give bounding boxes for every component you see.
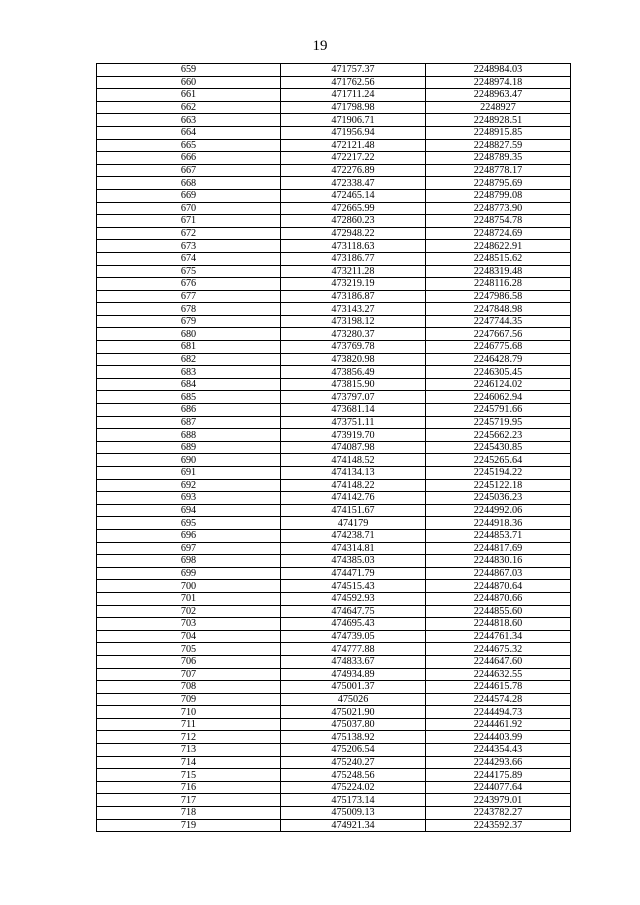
point-number-cell: 686 [97,404,281,417]
y-coordinate-cell: 2248789.35 [426,152,571,165]
table-row [97,492,571,505]
table-row [97,202,571,215]
point-number-cell: 685 [97,391,281,404]
x-coordinate-cell: 473143.27 [281,303,426,316]
table-row [97,529,571,542]
x-coordinate-cell: 473751.11 [281,416,426,429]
x-coordinate-cell: 473198.12 [281,315,426,328]
point-number-cell: 716 [97,781,281,794]
y-coordinate-cell: 2248754.78 [426,215,571,228]
point-number-cell: 676 [97,278,281,291]
point-number-cell: 697 [97,542,281,555]
y-coordinate-cell: 2247744.35 [426,315,571,328]
y-coordinate-cell: 2247848.98 [426,303,571,316]
y-coordinate-cell: 2244354.43 [426,744,571,757]
point-number-cell: 689 [97,441,281,454]
y-coordinate-cell: 2248724.69 [426,227,571,240]
point-number-cell: 672 [97,227,281,240]
table-row [97,353,571,366]
table-row [97,706,571,719]
x-coordinate-cell: 475248.56 [281,769,426,782]
y-coordinate-cell: 2245265.64 [426,454,571,467]
x-coordinate-cell: 472665.99 [281,202,426,215]
table-row [97,315,571,328]
x-coordinate-cell: 474238.71 [281,529,426,542]
table-row [97,542,571,555]
x-coordinate-cell: 474471.79 [281,567,426,580]
y-coordinate-cell: 2245719.95 [426,416,571,429]
x-coordinate-cell: 473919.70 [281,429,426,442]
table-row [97,177,571,190]
table-row [97,681,571,694]
table-row [97,114,571,127]
x-coordinate-cell: 474695.43 [281,618,426,631]
x-coordinate-cell: 473219.19 [281,278,426,291]
x-coordinate-cell: 473681.14 [281,404,426,417]
x-coordinate-cell: 474833.67 [281,655,426,668]
y-coordinate-cell: 2244853.71 [426,529,571,542]
table-row [97,605,571,618]
y-coordinate-cell: 2247667.56 [426,328,571,341]
y-coordinate-cell: 2248515.62 [426,252,571,265]
point-number-cell: 709 [97,693,281,706]
table-row [97,416,571,429]
x-coordinate-cell: 473186.77 [281,252,426,265]
y-coordinate-cell: 2244647.60 [426,655,571,668]
point-number-cell: 670 [97,202,281,215]
point-number-cell: 703 [97,618,281,631]
point-number-cell: 708 [97,681,281,694]
y-coordinate-cell: 2244494.73 [426,706,571,719]
y-coordinate-cell: 2245036.23 [426,492,571,505]
y-coordinate-cell: 2248622.91 [426,240,571,253]
table-row [97,152,571,165]
y-coordinate-cell: 2246062.94 [426,391,571,404]
y-coordinate-cell: 2244675.32 [426,643,571,656]
y-coordinate-cell: 2243592.37 [426,819,571,832]
x-coordinate-cell: 473797.07 [281,391,426,404]
y-coordinate-cell: 2248927 [426,101,571,114]
point-number-cell: 694 [97,504,281,517]
point-number-cell: 698 [97,555,281,568]
y-coordinate-cell: 2244403.99 [426,731,571,744]
table-row [97,807,571,820]
table-row [97,744,571,757]
x-coordinate-cell: 471711.24 [281,89,426,102]
x-coordinate-cell: 475026 [281,693,426,706]
point-number-cell: 673 [97,240,281,253]
table-row [97,290,571,303]
y-coordinate-cell: 2248974.18 [426,76,571,89]
point-number-cell: 695 [97,517,281,530]
point-number-cell: 667 [97,164,281,177]
y-coordinate-cell: 2248319.48 [426,265,571,278]
y-coordinate-cell: 2244870.66 [426,592,571,605]
point-number-cell: 711 [97,718,281,731]
point-number-cell: 668 [97,177,281,190]
table-row [97,819,571,832]
y-coordinate-cell: 2244615.78 [426,681,571,694]
table-row [97,378,571,391]
table-row [97,404,571,417]
x-coordinate-cell: 471798.98 [281,101,426,114]
x-coordinate-cell: 474515.43 [281,580,426,593]
table-row [97,89,571,102]
y-coordinate-cell: 2248116.28 [426,278,571,291]
point-number-cell: 712 [97,731,281,744]
y-coordinate-cell: 2248827.59 [426,139,571,152]
point-number-cell: 659 [97,64,281,77]
x-coordinate-cell: 472860.23 [281,215,426,228]
y-coordinate-cell: 2245430.85 [426,441,571,454]
x-coordinate-cell: 473186.87 [281,290,426,303]
table-row [97,580,571,593]
table-row [97,718,571,731]
point-number-cell: 700 [97,580,281,593]
point-number-cell: 662 [97,101,281,114]
point-number-cell: 675 [97,265,281,278]
table-row [97,278,571,291]
y-coordinate-cell: 2245122.18 [426,479,571,492]
table-row [97,366,571,379]
y-coordinate-cell: 2244855.60 [426,605,571,618]
y-coordinate-cell: 2246428.79 [426,353,571,366]
x-coordinate-cell: 474142.76 [281,492,426,505]
x-coordinate-cell: 474385.03 [281,555,426,568]
table-row [97,567,571,580]
table-row [97,693,571,706]
y-coordinate-cell: 2246775.68 [426,341,571,354]
point-number-cell: 683 [97,366,281,379]
table-row [97,630,571,643]
y-coordinate-cell: 2248778.17 [426,164,571,177]
table-row [97,303,571,316]
point-number-cell: 692 [97,479,281,492]
table-row [97,139,571,152]
y-coordinate-cell: 2245791.66 [426,404,571,417]
x-coordinate-cell: 473211.28 [281,265,426,278]
y-coordinate-cell: 2248773.90 [426,202,571,215]
y-coordinate-cell: 2244992.06 [426,504,571,517]
point-number-cell: 688 [97,429,281,442]
x-coordinate-cell: 473280.37 [281,328,426,341]
x-coordinate-cell: 475021.90 [281,706,426,719]
y-coordinate-cell: 2244761.34 [426,630,571,643]
x-coordinate-cell: 475206.54 [281,744,426,757]
table-row [97,454,571,467]
x-coordinate-cell: 471906.71 [281,114,426,127]
x-coordinate-cell: 473820.98 [281,353,426,366]
y-coordinate-cell: 2244175.89 [426,769,571,782]
y-coordinate-cell: 2248963.47 [426,89,571,102]
point-number-cell: 690 [97,454,281,467]
coordinates-table [96,63,571,832]
table-row [97,756,571,769]
table-row [97,479,571,492]
table-row [97,643,571,656]
point-number-cell: 669 [97,189,281,202]
table-row [97,189,571,202]
table-row [97,265,571,278]
point-number-cell: 687 [97,416,281,429]
point-number-cell: 678 [97,303,281,316]
table-row [97,101,571,114]
table-row [97,76,571,89]
point-number-cell: 706 [97,655,281,668]
x-coordinate-cell: 472338.47 [281,177,426,190]
x-coordinate-cell: 473815.90 [281,378,426,391]
x-coordinate-cell: 475009.13 [281,807,426,820]
point-number-cell: 671 [97,215,281,228]
point-number-cell: 713 [97,744,281,757]
y-coordinate-cell: 2243979.01 [426,794,571,807]
point-number-cell: 665 [97,139,281,152]
y-coordinate-cell: 2246305.45 [426,366,571,379]
point-number-cell: 664 [97,126,281,139]
point-number-cell: 663 [97,114,281,127]
table-row [97,240,571,253]
y-coordinate-cell: 2248928.51 [426,114,571,127]
point-number-cell: 677 [97,290,281,303]
x-coordinate-cell: 475224.02 [281,781,426,794]
x-coordinate-cell: 472121.48 [281,139,426,152]
y-coordinate-cell: 2244867.03 [426,567,571,580]
point-number-cell: 660 [97,76,281,89]
table-row [97,164,571,177]
x-coordinate-cell: 472276.89 [281,164,426,177]
point-number-cell: 674 [97,252,281,265]
table-row [97,341,571,354]
x-coordinate-cell: 471762.56 [281,76,426,89]
x-coordinate-cell: 475138.92 [281,731,426,744]
x-coordinate-cell: 474934.89 [281,668,426,681]
y-coordinate-cell: 2244077.64 [426,781,571,794]
point-number-cell: 719 [97,819,281,832]
table-row [97,592,571,605]
point-number-cell: 666 [97,152,281,165]
x-coordinate-cell: 472948.22 [281,227,426,240]
point-number-cell: 702 [97,605,281,618]
y-coordinate-cell: 2245194.22 [426,467,571,480]
x-coordinate-cell: 471757.37 [281,64,426,77]
y-coordinate-cell: 2248915.85 [426,126,571,139]
table-row [97,655,571,668]
table-row [97,215,571,228]
point-number-cell: 691 [97,467,281,480]
point-number-cell: 661 [97,89,281,102]
page-number: 19 [312,38,328,54]
x-coordinate-cell: 474179 [281,517,426,530]
y-coordinate-cell: 2244870.64 [426,580,571,593]
table-row [97,64,571,77]
x-coordinate-cell: 475001.37 [281,681,426,694]
x-coordinate-cell: 472465.14 [281,189,426,202]
point-number-cell: 699 [97,567,281,580]
point-number-cell: 717 [97,794,281,807]
table-row [97,618,571,631]
table-row [97,769,571,782]
x-coordinate-cell: 473769.78 [281,341,426,354]
y-coordinate-cell: 2244461.92 [426,718,571,731]
x-coordinate-cell: 474647.75 [281,605,426,618]
x-coordinate-cell: 471956.94 [281,126,426,139]
x-coordinate-cell: 474921.34 [281,819,426,832]
table-row [97,441,571,454]
y-coordinate-cell: 2248795.69 [426,177,571,190]
y-coordinate-cell: 2248799.08 [426,189,571,202]
x-coordinate-cell: 474151.67 [281,504,426,517]
y-coordinate-cell: 2244293.66 [426,756,571,769]
point-number-cell: 707 [97,668,281,681]
x-coordinate-cell: 473118.63 [281,240,426,253]
y-coordinate-cell: 2246124.02 [426,378,571,391]
point-number-cell: 693 [97,492,281,505]
x-coordinate-cell: 474314.81 [281,542,426,555]
y-coordinate-cell: 2248984.03 [426,64,571,77]
point-number-cell: 705 [97,643,281,656]
point-number-cell: 715 [97,769,281,782]
y-coordinate-cell: 2244817.69 [426,542,571,555]
coordinates-table-body [97,64,571,832]
table-row [97,467,571,480]
x-coordinate-cell: 474087.98 [281,441,426,454]
y-coordinate-cell: 2244818.60 [426,618,571,631]
x-coordinate-cell: 475173.14 [281,794,426,807]
point-number-cell: 684 [97,378,281,391]
table-row [97,555,571,568]
x-coordinate-cell: 474148.22 [281,479,426,492]
table-row [97,668,571,681]
y-coordinate-cell: 2247986.58 [426,290,571,303]
point-number-cell: 704 [97,630,281,643]
y-coordinate-cell: 2243782.27 [426,807,571,820]
point-number-cell: 696 [97,529,281,542]
point-number-cell: 701 [97,592,281,605]
point-number-cell: 681 [97,341,281,354]
y-coordinate-cell: 2244918.36 [426,517,571,530]
table-row [97,794,571,807]
x-coordinate-cell: 474148.52 [281,454,426,467]
point-number-cell: 710 [97,706,281,719]
point-number-cell: 679 [97,315,281,328]
table-row [97,126,571,139]
table-row [97,252,571,265]
table-row [97,328,571,341]
x-coordinate-cell: 475240.27 [281,756,426,769]
table-row [97,391,571,404]
table-row [97,227,571,240]
x-coordinate-cell: 472217.22 [281,152,426,165]
x-coordinate-cell: 474739.05 [281,630,426,643]
table-row [97,517,571,530]
table-row [97,429,571,442]
y-coordinate-cell: 2245662.23 [426,429,571,442]
point-number-cell: 680 [97,328,281,341]
point-number-cell: 682 [97,353,281,366]
table-row [97,504,571,517]
table-row [97,781,571,794]
table-row [97,731,571,744]
y-coordinate-cell: 2244830.16 [426,555,571,568]
x-coordinate-cell: 475037.80 [281,718,426,731]
y-coordinate-cell: 2244632.55 [426,668,571,681]
point-number-cell: 714 [97,756,281,769]
x-coordinate-cell: 474777.88 [281,643,426,656]
point-number-cell: 718 [97,807,281,820]
y-coordinate-cell: 2244574.28 [426,693,571,706]
x-coordinate-cell: 474134.13 [281,467,426,480]
x-coordinate-cell: 473856.49 [281,366,426,379]
x-coordinate-cell: 474592.93 [281,592,426,605]
